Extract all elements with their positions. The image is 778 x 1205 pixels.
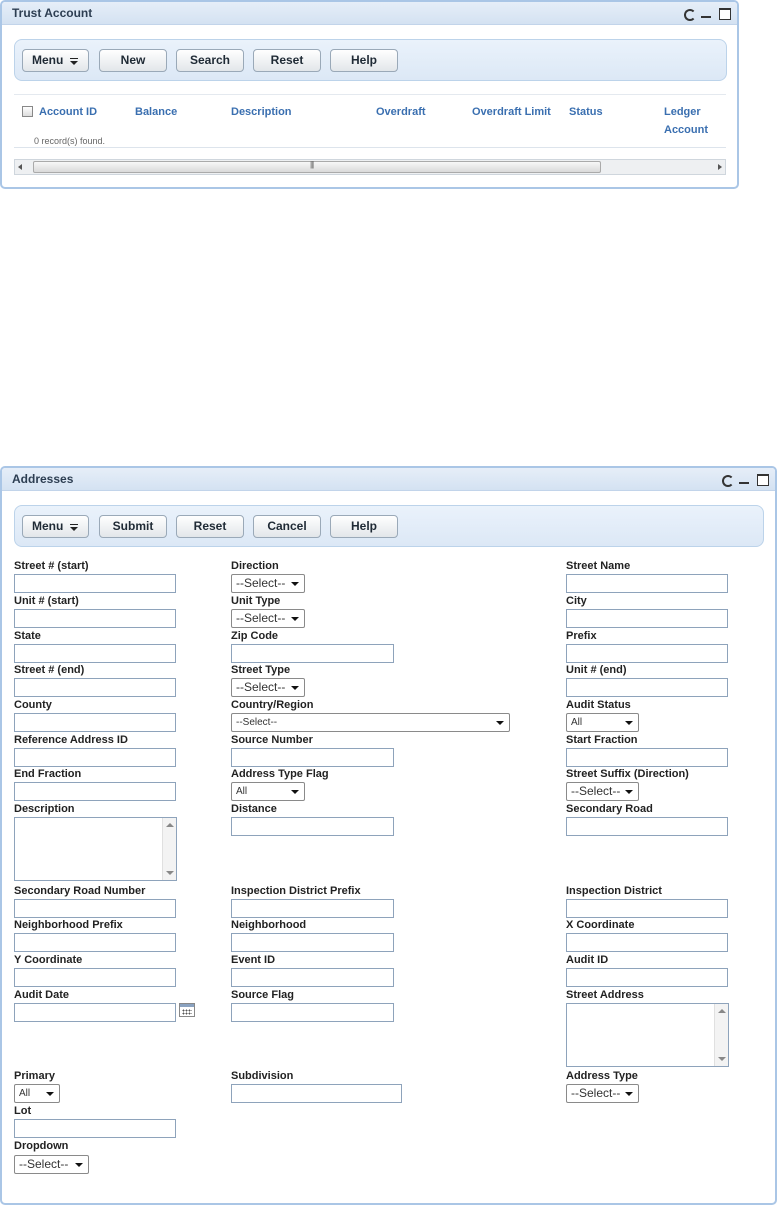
audit-date-input[interactable] (14, 1003, 176, 1022)
street-end-label: Street # (end) (14, 664, 85, 676)
y-coordinate-label: Y Coordinate (14, 954, 83, 966)
calendar-icon[interactable] (179, 1003, 195, 1017)
help-button[interactable]: Help (330, 515, 398, 538)
distance-label: Distance (231, 803, 277, 815)
direction-select[interactable]: --Select-- (231, 574, 305, 593)
chevron-down-icon (291, 686, 299, 690)
secondary-road-input[interactable] (566, 817, 728, 836)
start-fraction-input[interactable] (566, 748, 728, 767)
refresh-icon[interactable] (720, 473, 733, 486)
neighborhood-prefix-input[interactable] (14, 933, 176, 952)
unit-end-label: Unit # (end) (566, 664, 627, 676)
direction-label: Direction (231, 560, 279, 572)
audit-id-label: Audit ID (566, 954, 609, 966)
reference-address-id-label: Reference Address ID (14, 734, 128, 746)
street-suffix-direction-select[interactable]: --Select-- (566, 782, 639, 801)
search-button[interactable]: Search (176, 49, 244, 72)
submit-button[interactable]: Submit (99, 515, 167, 538)
chevron-down-icon (291, 790, 299, 794)
distance-input[interactable] (231, 817, 394, 836)
street-end-input[interactable] (14, 678, 176, 697)
reset-button[interactable]: Reset (176, 515, 244, 538)
menu-caret-icon (70, 524, 79, 531)
grid-header (14, 94, 726, 136)
chevron-down-icon (46, 1092, 54, 1096)
source-flag-label: Source Flag (231, 989, 294, 1001)
chevron-down-icon (291, 617, 299, 621)
address-type-select[interactable]: --Select-- (566, 1084, 639, 1103)
inspection-district-prefix-input[interactable] (231, 899, 394, 918)
chevron-down-icon (75, 1163, 83, 1167)
audit-status-select[interactable]: All (566, 713, 639, 732)
dropdown-select[interactable]: --Select-- (14, 1155, 89, 1174)
end-fraction-input[interactable] (14, 782, 176, 801)
subdivision-label: Subdivision (231, 1070, 294, 1082)
address-type-label: Address Type (566, 1070, 638, 1082)
unit-type-label: Unit Type (231, 595, 281, 607)
chevron-down-icon (625, 790, 633, 794)
unit-type-select[interactable]: --Select-- (231, 609, 305, 628)
end-fraction-label: End Fraction (14, 768, 82, 780)
prefix-label: Prefix (566, 630, 597, 642)
street-name-input[interactable] (566, 574, 728, 593)
secondary-road-number-label: Secondary Road Number (14, 885, 146, 897)
scroll-thumb[interactable] (33, 161, 601, 173)
x-coordinate-label: X Coordinate (566, 919, 635, 931)
event-id-label: Event ID (231, 954, 276, 966)
street-type-select[interactable]: --Select-- (231, 678, 305, 697)
scroll-right-icon[interactable] (718, 164, 722, 170)
description-textarea[interactable] (14, 817, 177, 881)
address-type-flag-label: Address Type Flag (231, 768, 329, 780)
unit-start-label: Unit # (start) (14, 595, 79, 607)
start-fraction-label: Start Fraction (566, 734, 638, 746)
inspection-district-input[interactable] (566, 899, 728, 918)
x-coordinate-input[interactable] (566, 933, 728, 952)
textarea-scrollbar[interactable] (714, 1004, 728, 1066)
primary-label: Primary (14, 1070, 55, 1082)
street-type-label: Street Type (231, 664, 291, 676)
unit-start-input[interactable] (14, 609, 176, 628)
textarea-scrollbar[interactable] (162, 818, 176, 880)
prefix-input[interactable] (566, 644, 728, 663)
audit-date-label: Audit Date (14, 989, 69, 1001)
toolbar (14, 39, 727, 81)
reset-button[interactable]: Reset (253, 49, 321, 72)
menu-caret-icon (70, 58, 79, 65)
city-label: City (566, 595, 587, 607)
state-label: State (14, 630, 41, 642)
portlet-title: Addresses (12, 472, 74, 486)
minimize-icon[interactable] (700, 7, 713, 20)
address-type-flag-select[interactable]: All (231, 782, 305, 801)
neighborhood-input[interactable] (231, 933, 394, 952)
street-start-input[interactable] (14, 574, 176, 593)
street-address-textarea[interactable] (566, 1003, 729, 1067)
column-description[interactable]: Description (231, 106, 292, 118)
maximize-icon[interactable] (718, 7, 731, 20)
street-start-label: Street # (start) (14, 560, 89, 572)
country-region-select[interactable]: --Select-- (231, 713, 510, 732)
lot-label: Lot (14, 1105, 32, 1117)
addresses-portlet (0, 466, 777, 1205)
portlet-title: Trust Account (12, 6, 93, 20)
zip-code-label: Zip Code (231, 630, 279, 642)
cancel-button[interactable]: Cancel (253, 515, 321, 538)
description-label: Description (14, 803, 75, 815)
help-button[interactable]: Help (330, 49, 398, 72)
secondary-road-number-input[interactable] (14, 899, 176, 918)
street-address-label: Street Address (566, 989, 644, 1001)
secondary-road-label: Secondary Road (566, 803, 653, 815)
column-overdraft[interactable]: Overdraft (376, 106, 426, 118)
primary-select[interactable]: All (14, 1084, 60, 1103)
toolbar (14, 505, 764, 547)
chevron-down-icon (625, 721, 633, 725)
lot-input[interactable] (14, 1119, 176, 1138)
grid-divider (14, 147, 726, 148)
column-balance[interactable]: Balance (135, 106, 178, 118)
state-input[interactable] (14, 644, 176, 663)
chevron-down-icon (291, 582, 299, 586)
county-input[interactable] (14, 713, 176, 732)
unit-end-input[interactable] (566, 678, 728, 697)
reference-address-id-input[interactable] (14, 748, 176, 767)
column-status[interactable]: Status (569, 106, 603, 118)
neighborhood-prefix-label: Neighborhood Prefix (14, 919, 123, 931)
maximize-icon[interactable] (756, 473, 769, 486)
street-name-label: Street Name (566, 560, 631, 572)
audit-status-label: Audit Status (566, 699, 631, 711)
column-ledger-account[interactable]: Ledger Account (664, 106, 708, 136)
portlet-header (2, 2, 737, 25)
source-number-label: Source Number (231, 734, 313, 746)
refresh-icon[interactable] (682, 7, 695, 20)
y-coordinate-input[interactable] (14, 968, 176, 987)
source-flag-input[interactable] (231, 1003, 394, 1022)
country-region-label: Country/Region (231, 699, 314, 711)
scroll-left-icon[interactable] (18, 164, 22, 170)
event-id-input[interactable] (231, 968, 394, 987)
records-count: 0 record(s) found. (34, 136, 106, 146)
audit-id-input[interactable] (566, 968, 728, 987)
inspection-district-label: Inspection District (566, 885, 662, 897)
menu-button[interactable]: Menu (22, 515, 89, 538)
new-button[interactable]: New (99, 49, 167, 72)
street-suffix-direction-label: Street Suffix (Direction) (566, 768, 689, 780)
inspection-district-prefix-label: Inspection District Prefix (231, 885, 361, 897)
select-all-checkbox[interactable] (22, 106, 33, 117)
neighborhood-label: Neighborhood (231, 919, 307, 931)
city-input[interactable] (566, 609, 728, 628)
portlet-header (2, 468, 775, 491)
column-account-id[interactable]: Account ID (39, 106, 98, 118)
trust-account-portlet (0, 0, 739, 189)
minimize-icon[interactable] (738, 473, 751, 486)
subdivision-input[interactable] (231, 1084, 402, 1103)
chevron-down-icon (496, 721, 504, 725)
county-label: County (14, 699, 52, 711)
source-number-input[interactable] (231, 748, 394, 767)
column-overdraft-limit[interactable]: Overdraft Limit (472, 106, 551, 118)
zip-code-input[interactable] (231, 644, 394, 663)
chevron-down-icon (625, 1092, 633, 1096)
dropdown-label: Dropdown (14, 1140, 69, 1152)
horizontal-scrollbar[interactable] (14, 159, 726, 175)
menu-button[interactable]: Menu (22, 49, 89, 72)
